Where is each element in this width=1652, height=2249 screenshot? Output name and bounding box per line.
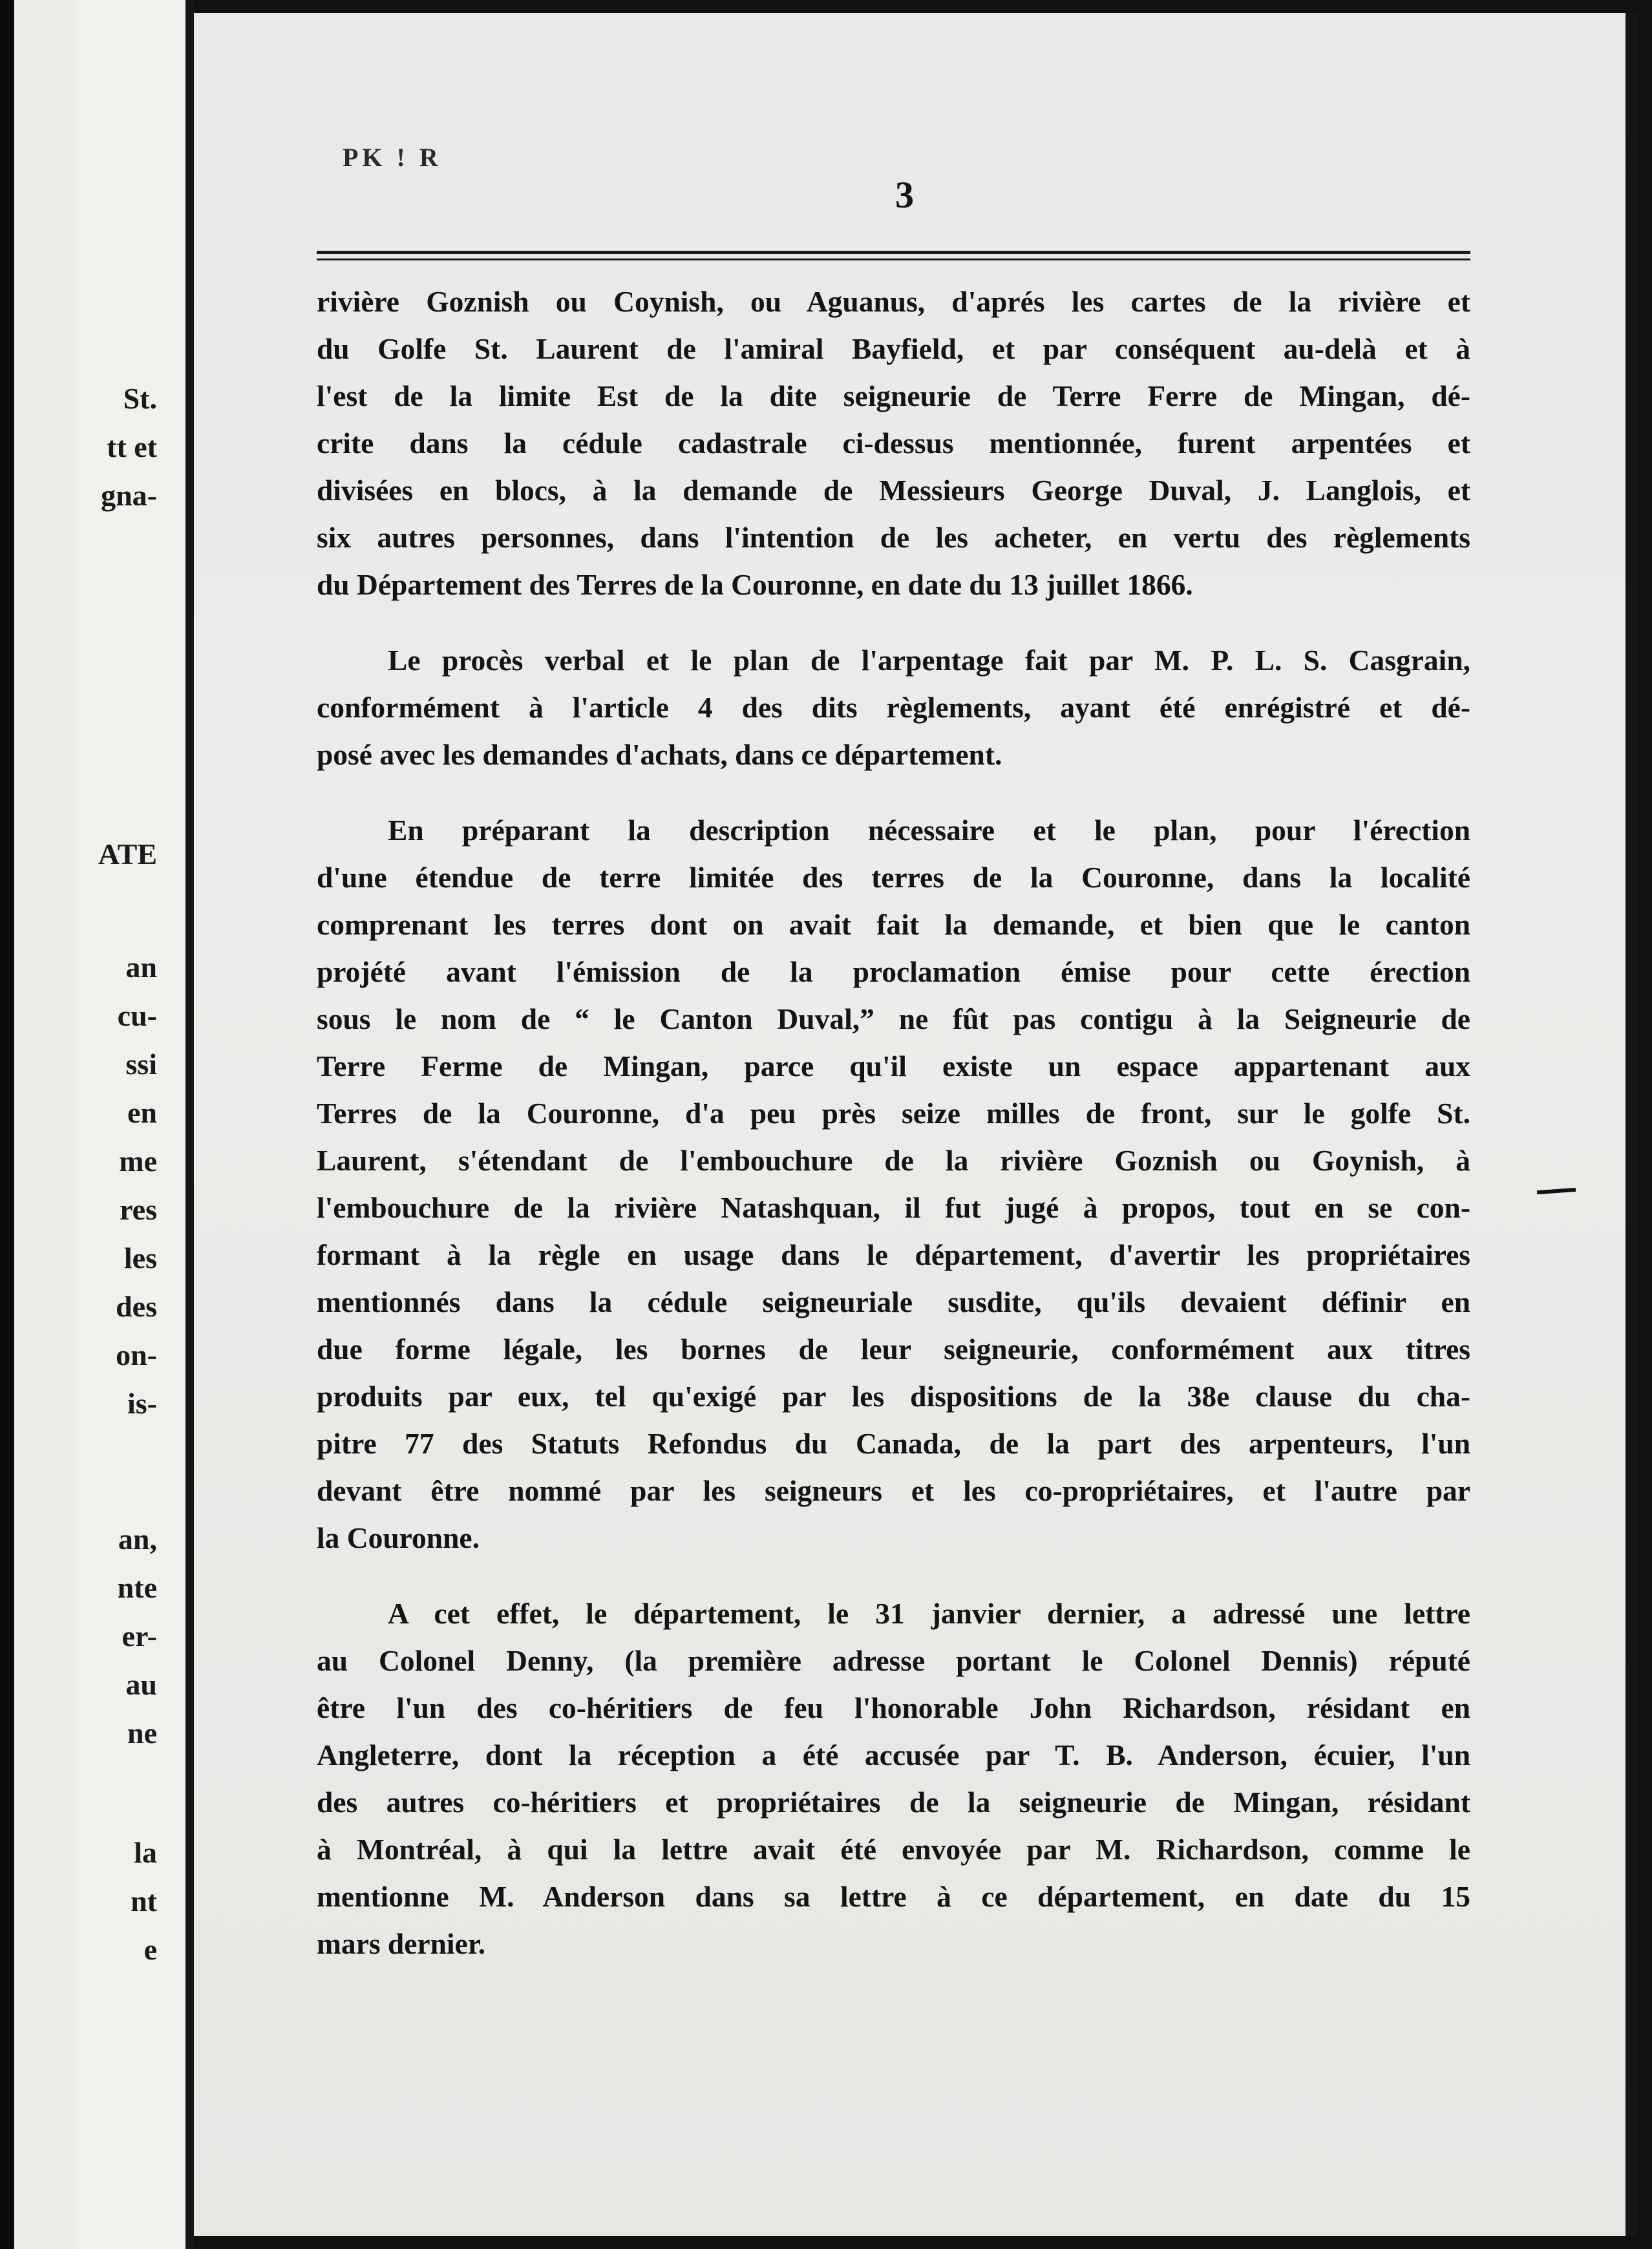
previous-page-fragment: au	[125, 1668, 157, 1701]
previous-page-fragment: St.	[123, 382, 157, 415]
text-line: En préparant la description nécessaire et le plan, pour l'érection	[388, 814, 1470, 847]
text-line: au Colonel Denny, (la première adresse portant le Colonel Dennis) réputé	[317, 1644, 1470, 1677]
text-line: Terre Ferme de Mingan, parce qu'il existe un espace appartenant aux	[317, 1050, 1470, 1082]
text-line: du Golfe St. Laurent de l'amiral Bayfield, et par conséquent au-delà et à	[317, 332, 1470, 365]
previous-page-text-strip	[76, 0, 195, 2249]
text-line: posé avec les demandes d'achats, dans ce département.	[317, 738, 1002, 771]
previous-page-fragment: ATE	[98, 838, 157, 871]
text-line: mars dernier.	[317, 1927, 486, 1960]
scan-border-left	[0, 0, 14, 2249]
previous-page-fragment: des	[116, 1290, 157, 1323]
previous-page-fragment: les	[123, 1241, 157, 1274]
text-line: mentionnés dans la cédule seigneuriale susdite, qu'ils devaient définir en	[317, 1285, 1470, 1318]
text-line: Laurent, s'étendant de l'embouchure de la rivière Goznish ou Goynish, à	[317, 1144, 1470, 1177]
previous-page-fragment: me	[119, 1145, 157, 1177]
previous-page-fragment: nt	[131, 1885, 157, 1917]
text-line: mentionne M. Anderson dans sa lettre à ce département, en date du 15	[317, 1880, 1470, 1913]
previous-page-fragment: ne	[127, 1716, 157, 1749]
text-line: divisées en blocs, à la demande de Messieurs George Duval, J. Langlois, et	[317, 474, 1470, 507]
previous-page-fragment: res	[120, 1193, 157, 1226]
previous-page-fragment: cu-	[117, 999, 157, 1032]
previous-page-fragment: la	[134, 1836, 157, 1869]
previous-page-fragment: on-	[116, 1338, 157, 1371]
text-line: du Département des Terres de la Couronne, en date du 13 juillet 1866.	[317, 568, 1193, 601]
previous-page-fragment: nte	[117, 1571, 157, 1604]
previous-page-fragment: an,	[118, 1523, 157, 1556]
paragraph	[317, 637, 1470, 778]
previous-page-fragment: er-	[122, 1620, 157, 1652]
text-line: des autres co-héritiers et propriétaires de la seigneurie de Mingan, résidant	[317, 1786, 1470, 1819]
text-line: rivière Goznish ou Coynish, ou Aguanus, d'aprés les cartes de la rivière et	[317, 285, 1470, 318]
text-line: due forme légale, les bornes de leur seigneurie, conformément aux titres	[317, 1333, 1470, 1366]
text-line: A cet effet, le département, le 31 janvier dernier, a adressé une lettre	[388, 1597, 1470, 1630]
header-rule-thin	[317, 259, 1470, 260]
paragraph	[317, 278, 1470, 608]
text-line: à Montréal, à qui la lettre avait été envoyée par M. Richardson, comme le	[317, 1833, 1470, 1866]
text-line: pitre 77 des Statuts Refondus du Canada, de la part des arpenteurs, l'un	[317, 1427, 1470, 1460]
paragraph	[317, 807, 1470, 1561]
paragraph	[317, 1590, 1470, 1967]
previous-page-fragment: an	[125, 951, 157, 984]
text-line: Terres de la Couronne, d'a peu près seize milles de front, sur le golfe St.	[317, 1097, 1470, 1130]
text-line: être l'un des co-héritiers de feu l'honorable John Richardson, résidant en	[317, 1691, 1470, 1724]
handwritten-mark: PK ! R	[343, 143, 442, 172]
text-line: Le procès verbal et le plan de l'arpentage fait par M. P. L. S. Casgrain,	[388, 644, 1470, 677]
previous-page-fragments	[76, 0, 166, 2249]
text-line: conformément à l'article 4 des dits règlements, ayant été enrégistré et dé-	[317, 691, 1470, 724]
text-line: sous le nom de “ le Canton Duval,” ne fût pas contigu à la Seigneurie de	[317, 1002, 1470, 1035]
text-line: formant à la règle en usage dans le département, d'avertir les propriétaires	[317, 1238, 1470, 1271]
text-line: la Couronne.	[317, 1521, 480, 1554]
text-line: l'est de la limite Est de la dite seigneurie de Terre Ferre de Mingan, dé-	[317, 379, 1470, 412]
text-line: projété avant l'émission de la proclamation émise pour cette érection	[317, 955, 1470, 988]
body-text	[317, 278, 1470, 1996]
previous-page-fragment: tt et	[107, 430, 157, 463]
page-number: 3	[895, 174, 914, 216]
text-line: Angleterre, dont la réception a été accusée par T. B. Anderson, écuier, l'un	[317, 1738, 1470, 1771]
previous-page-fragment: ssi	[125, 1048, 157, 1081]
previous-page-fragment: e	[143, 1933, 157, 1966]
previous-page-fragment: is-	[127, 1387, 157, 1420]
text-line: devant être nommé par les seigneurs et les co-propriétaires, et l'autre par	[317, 1474, 1470, 1507]
text-line: comprenant les terres dont on avait fait la demande, et bien que le canton	[317, 908, 1470, 941]
text-line: produits par eux, tel qu'exigé par les dispositions de la 38e clause du cha-	[317, 1380, 1470, 1413]
header-rule	[317, 251, 1470, 254]
text-line: d'une étendue de terre limitée des terres de la Couronne, dans la localité	[317, 861, 1470, 894]
previous-page-fragment: en	[127, 1096, 157, 1129]
previous-page-fragment: gna-	[101, 479, 157, 512]
text-line: crite dans la cédule cadastrale ci-dessus mentionnée, furent arpentées et	[317, 427, 1470, 459]
text-line: six autres personnes, dans l'intention de les acheter, en vertu des règlements	[317, 521, 1470, 554]
previous-page-edge	[14, 0, 78, 2249]
text-line: l'embouchure de la rivière Natashquan, il fut jugé à propos, tout en se con-	[317, 1191, 1470, 1224]
